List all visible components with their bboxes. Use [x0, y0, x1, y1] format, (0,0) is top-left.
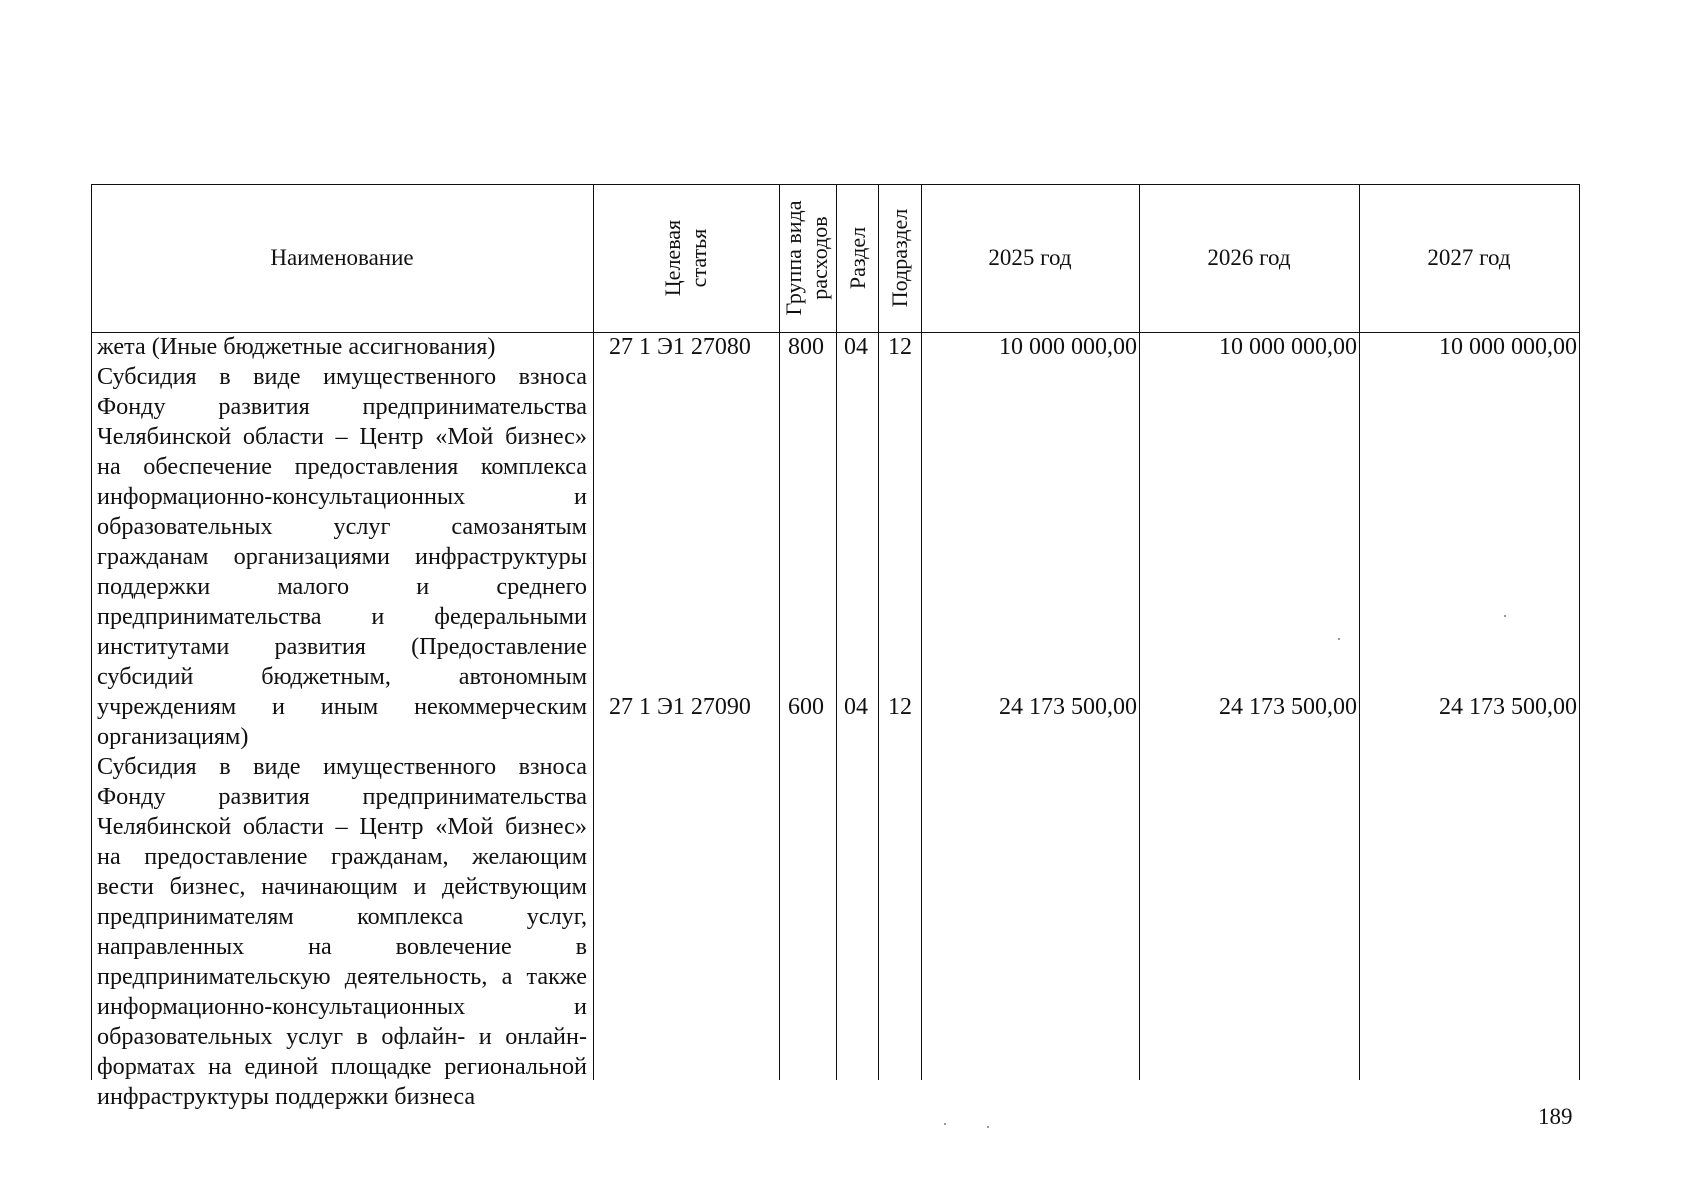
row-1-section: 04 [844, 334, 868, 360]
column-divider [593, 184, 594, 1080]
scan-speck [1504, 615, 1506, 617]
column-divider [878, 184, 879, 1080]
header-2027: 2027 год [1427, 245, 1511, 270]
name-paragraph: жета (Иные бюджетные ассигнования) [97, 333, 496, 360]
row-2-target-article: 27 1 Э1 27090 [609, 694, 751, 720]
row-1-target-article: 27 1 Э1 27080 [609, 334, 751, 360]
scan-speck [944, 1123, 946, 1125]
page-number: 189 [1538, 1104, 1573, 1129]
header-expense-group: Группа вида расходов [781, 200, 832, 316]
row-1-2026: 10 000 000,00 [1219, 334, 1357, 360]
row-2-2025: 24 173 500,00 [999, 694, 1137, 720]
name-column-text [97, 332, 587, 1112]
row-1-expense-group: 800 [788, 334, 824, 360]
row-1-2027: 10 000 000,00 [1439, 334, 1577, 360]
row-1-2025: 10 000 000,00 [999, 334, 1137, 360]
header-target-article: Целевая статья [660, 219, 711, 297]
header-2026: 2026 год [1207, 245, 1291, 270]
budget-table [91, 184, 1579, 1110]
row-2-2027: 24 173 500,00 [1439, 694, 1577, 720]
name-paragraph: Субсидия в виде имущественного взноса Фонду развития предпринимательства Челябинской области – Центр «Мой бизнес» на обеспечение предоставления комплекса информационно-консультационных и образовательных услуг самозанятым гражданам организациями инфраструктуры поддержки малого и среднего предпринимательства и федеральными институтами развития (Предоставление субсидий бюджетным, автономным учреждениям и иным некоммерческим организациям) [97, 363, 587, 750]
name-paragraph: Субсидия в виде имущественного взноса Фонду развития предпринимательства Челябинской области – Центр «Мой бизнес» на предоставление гражданам, желающим вести бизнес, начинающим и действующим предпринимателям комплекса услуг, направленных на вовлечение в предпринимательскую деятельность, а также информационно-консультационных и образовательных услуг в офлайн- и онлайн-форматах на единой площадке региональной инфраструктуры поддержки бизнеса [97, 753, 587, 1110]
row-2-2026: 24 173 500,00 [1219, 694, 1357, 720]
row-1-subsection: 12 [888, 334, 912, 360]
header-section: Раздел [845, 226, 870, 290]
header-subsection: Подраздел [887, 208, 912, 308]
scan-speck [1338, 638, 1340, 640]
row-2-expense-group: 600 [788, 694, 824, 720]
header-2025: 2025 год [988, 245, 1072, 270]
row-2-subsection: 12 [888, 694, 912, 720]
column-divider [1579, 184, 1580, 1080]
column-divider [779, 184, 780, 1080]
row-2-section: 04 [844, 694, 868, 720]
column-divider [836, 184, 837, 1080]
scan-speck [987, 1126, 989, 1128]
header-name: Наименование [270, 245, 414, 270]
